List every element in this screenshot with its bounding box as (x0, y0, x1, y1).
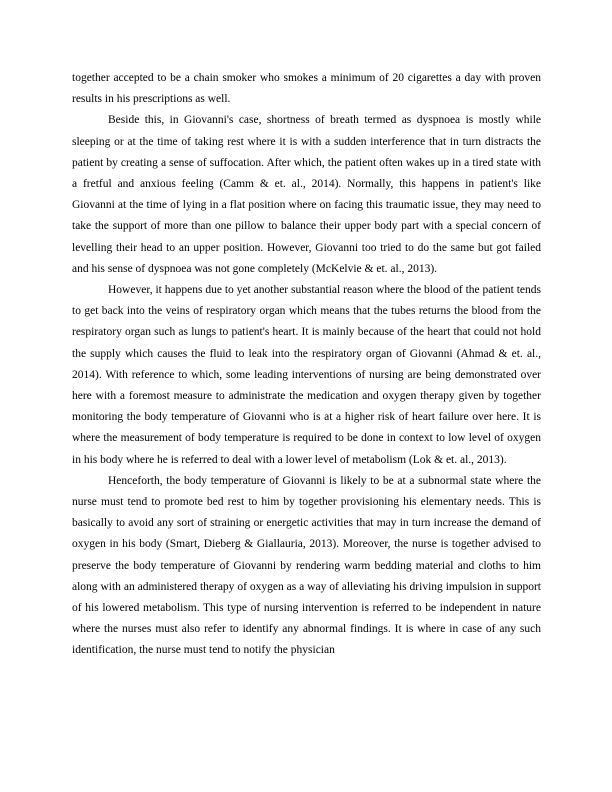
paragraph-respiratory-cause: However, it happens due to yet another substantial reason where the blood of the patient tends to get back into the veins of respiratory organ which means that the tubes returns the blood from the respiratory organ such as lungs to patient's heart. It is mainly because of the heart that could not hold the supply which causes the fluid to leak into the respiratory organ of Giovanni (Ahmad & et. al., 2014). With reference to which, some leading interventions of nursing are being demonstrated over here with a foremost measure to administrate the medication and oxygen therapy given by together monitoring the body temperature of Giovanni who is at a higher risk of heart failure over here. It is where the measurement of body temperature is required to be done in context to low level of oxygen in his body where he is referred to deal with a lower level of metabolism (Lok & et. al., 2013). (72, 284, 541, 466)
document-body (72, 68, 541, 662)
paragraph-continuation: together accepted to be a chain smoker who smokes a minimum of 20 cigarettes a day with proven results in his prescriptions as well. (72, 72, 541, 106)
paragraph-nursing-intervention: Henceforth, the body temperature of Giovanni is likely to be at a subnormal state where the nurse must tend to promote bed rest to him by together provisioning his elementary needs. This is basically to avoid any sort of straining or energetic activities that may in turn increase the demand of oxygen in his body (Smart, Dieberg & Giallauria, 2013). Moreover, the nurse is together advised to preserve the body temperature of Giovanni by rendering warm bedding material and cloths to him along with an administered therapy of oxygen as a way of alleviating his driving impulsion in support of his lowered metabolism. This type of nursing intervention is referred to be independent in nature where the nurses must also refer to identify any abnormal findings. It is where in case of any such identification, the nurse must tend to notify the physician (72, 474, 541, 657)
paragraph-dyspnoea: Beside this, in Giovanni's case, shortness of breath termed as dyspnoea is mostly while sleeping or at the time of taking rest where it is with a sudden interference that in turn distracts the patient by creating a sense of suffocation. After which, the patient often wakes up in a tired state with a fretful and anxious feeling (Camm & et. al., 2014). Normally, this happens in patient's like Giovanni at the time of lying in a flat position where on facing this traumatic issue, they may need to take the support of more than one pillow to balance their upper body part with a special concern of levelling their head to an upper position. However, Giovanni too tried to do the same but got failed and his sense of dyspnoea was not gone completely (McKelvie & et. al., 2013). (72, 114, 541, 275)
